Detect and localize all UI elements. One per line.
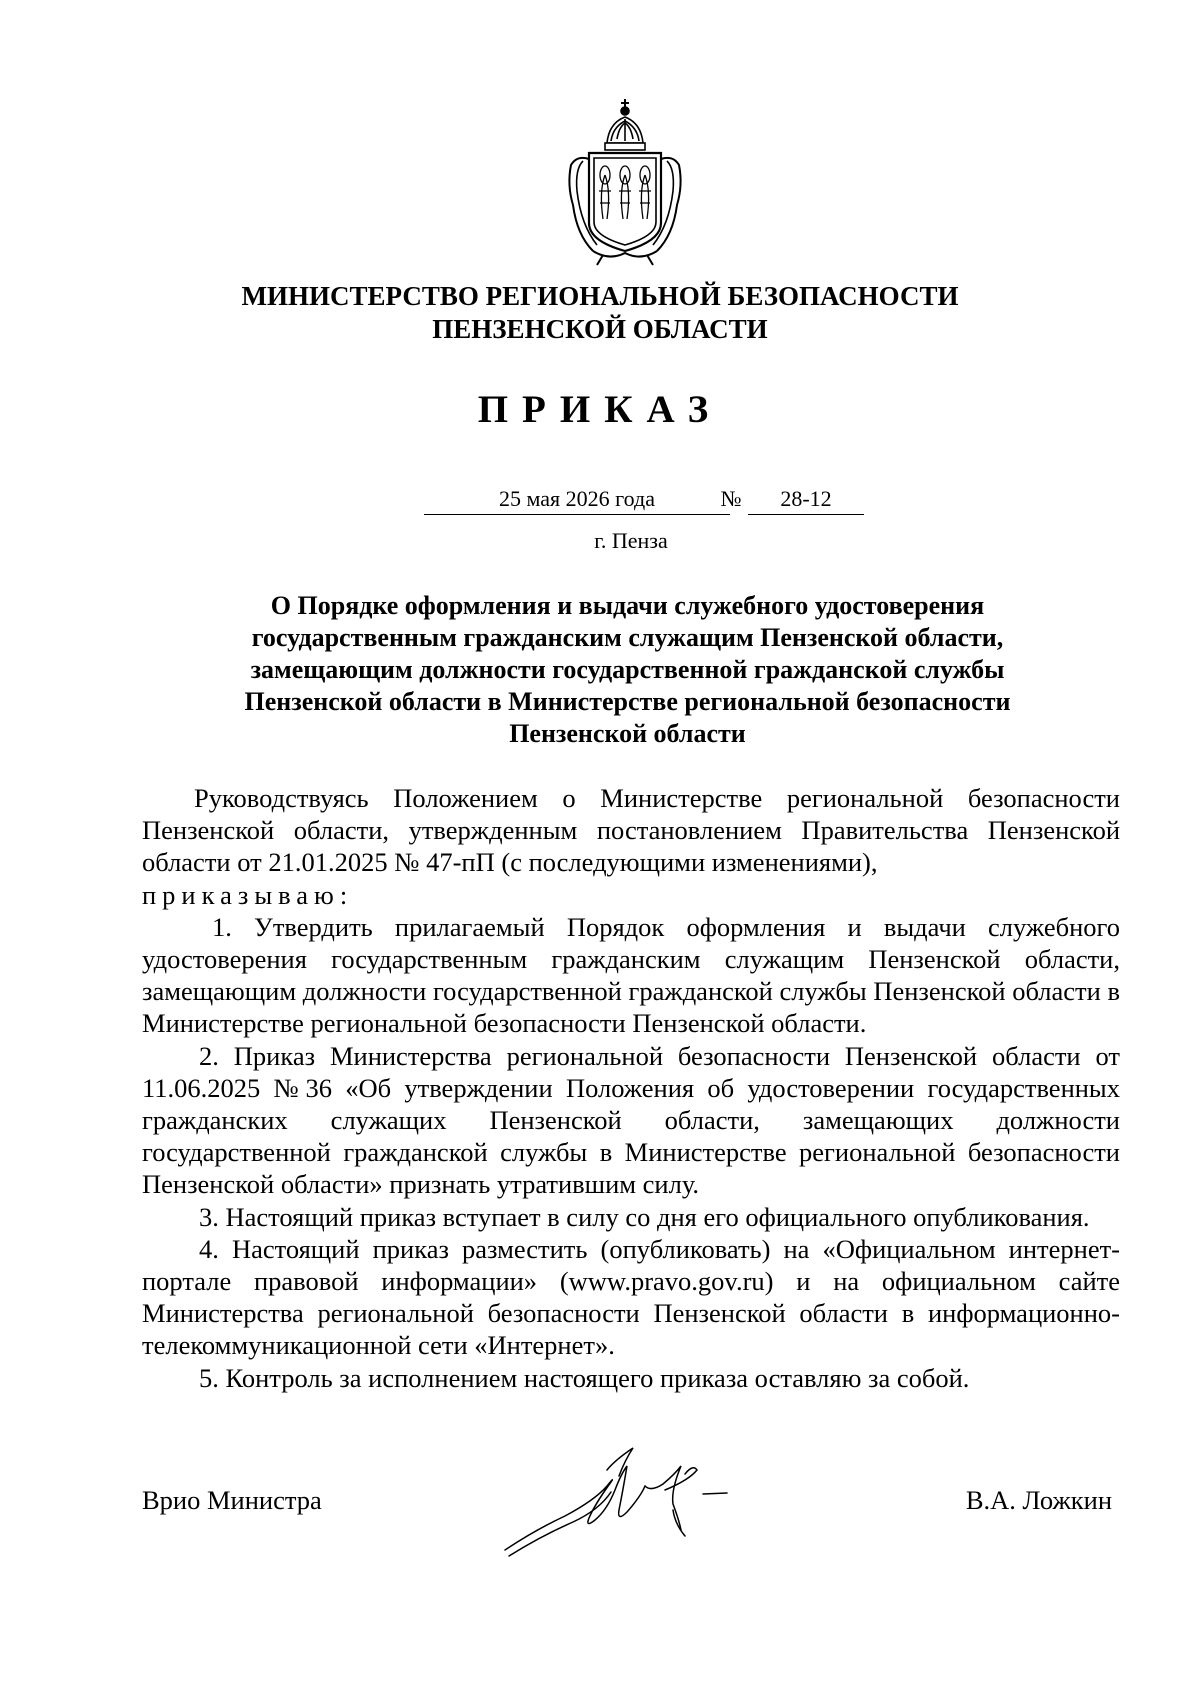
organization-name-line2: ПЕНЗЕНСКОЙ ОБЛАСТИ (432, 314, 768, 344)
document-type-title: ПРИКАЗ (477, 388, 723, 431)
order-item-3: 3. Настоящий приказ вступает в силу со дня его официального опубликования. (199, 1201, 1090, 1232)
decree-word: приказываю: (142, 879, 354, 910)
order-item-4: 4. Настоящий приказ разместить (опубликовать) на «Официальном интернет-портале правовой информации» (www.pravo.gov.ru) и на официальном сайте Министерства региональной безопасности Пензенской области в информационно-телекоммуникационной сети «Интернет». (142, 1233, 1120, 1361)
document-city: г. Пенза (594, 528, 668, 553)
order-item-2: 2. Приказ Министерства региональной безопасности Пензенской области от 11.06.2025 №36 «Об утверждении Положения об удостоверении государственных гражданских служащих Пензенской области, замещающих должности государственной гражданской службы в Министерстве региональной безопасности Пензенской области» признать утратившим силу. (142, 1040, 1120, 1200)
signatory-position: Врио Министра (142, 1485, 322, 1515)
coat-of-arms-icon (563, 95, 687, 267)
document-subject: О Порядке оформления и выдачи служебного удостоверения государственным гражданским служащим Пензенской области, замещающим должности государственной гражданской службы Пензенской области в Министерстве региональной безопасности Пензенской области (244, 591, 1011, 748)
organization-name-line1: МИНИСТЕРСТВО РЕГИОНАЛЬНОЙ БЕЗОПАСНОСТИ (241, 281, 959, 311)
document-date: 25 мая 2026 года (424, 486, 730, 515)
signatory-name: В.А. Ложкин (965, 1485, 1112, 1515)
number-sign: № (720, 486, 742, 511)
document-number: 28-12 (748, 486, 864, 515)
order-item-5: 5. Контроль за исполнением настоящего приказа оставляю за собой. (199, 1362, 970, 1393)
order-item-1: 1. Утвердить прилагаемый Порядок оформления и выдачи служебного удостоверения государственным гражданским служащим Пензенской области, замещающим должности государственной гражданской службы Пензенской области в Министерстве региональной безопасности Пензенской области. (142, 911, 1120, 1039)
document-body (142, 782, 1120, 1394)
preamble-paragraph: Руководствуясь Положением о Министерстве региональной безопасности Пензенской области, утвержденным постановлением Правительства Пензенской области от 21.01.2025 № 47-пП (с последующими изменениями), (142, 783, 1120, 878)
organization-name (0, 280, 1200, 346)
handwritten-signature-icon (495, 1430, 765, 1570)
